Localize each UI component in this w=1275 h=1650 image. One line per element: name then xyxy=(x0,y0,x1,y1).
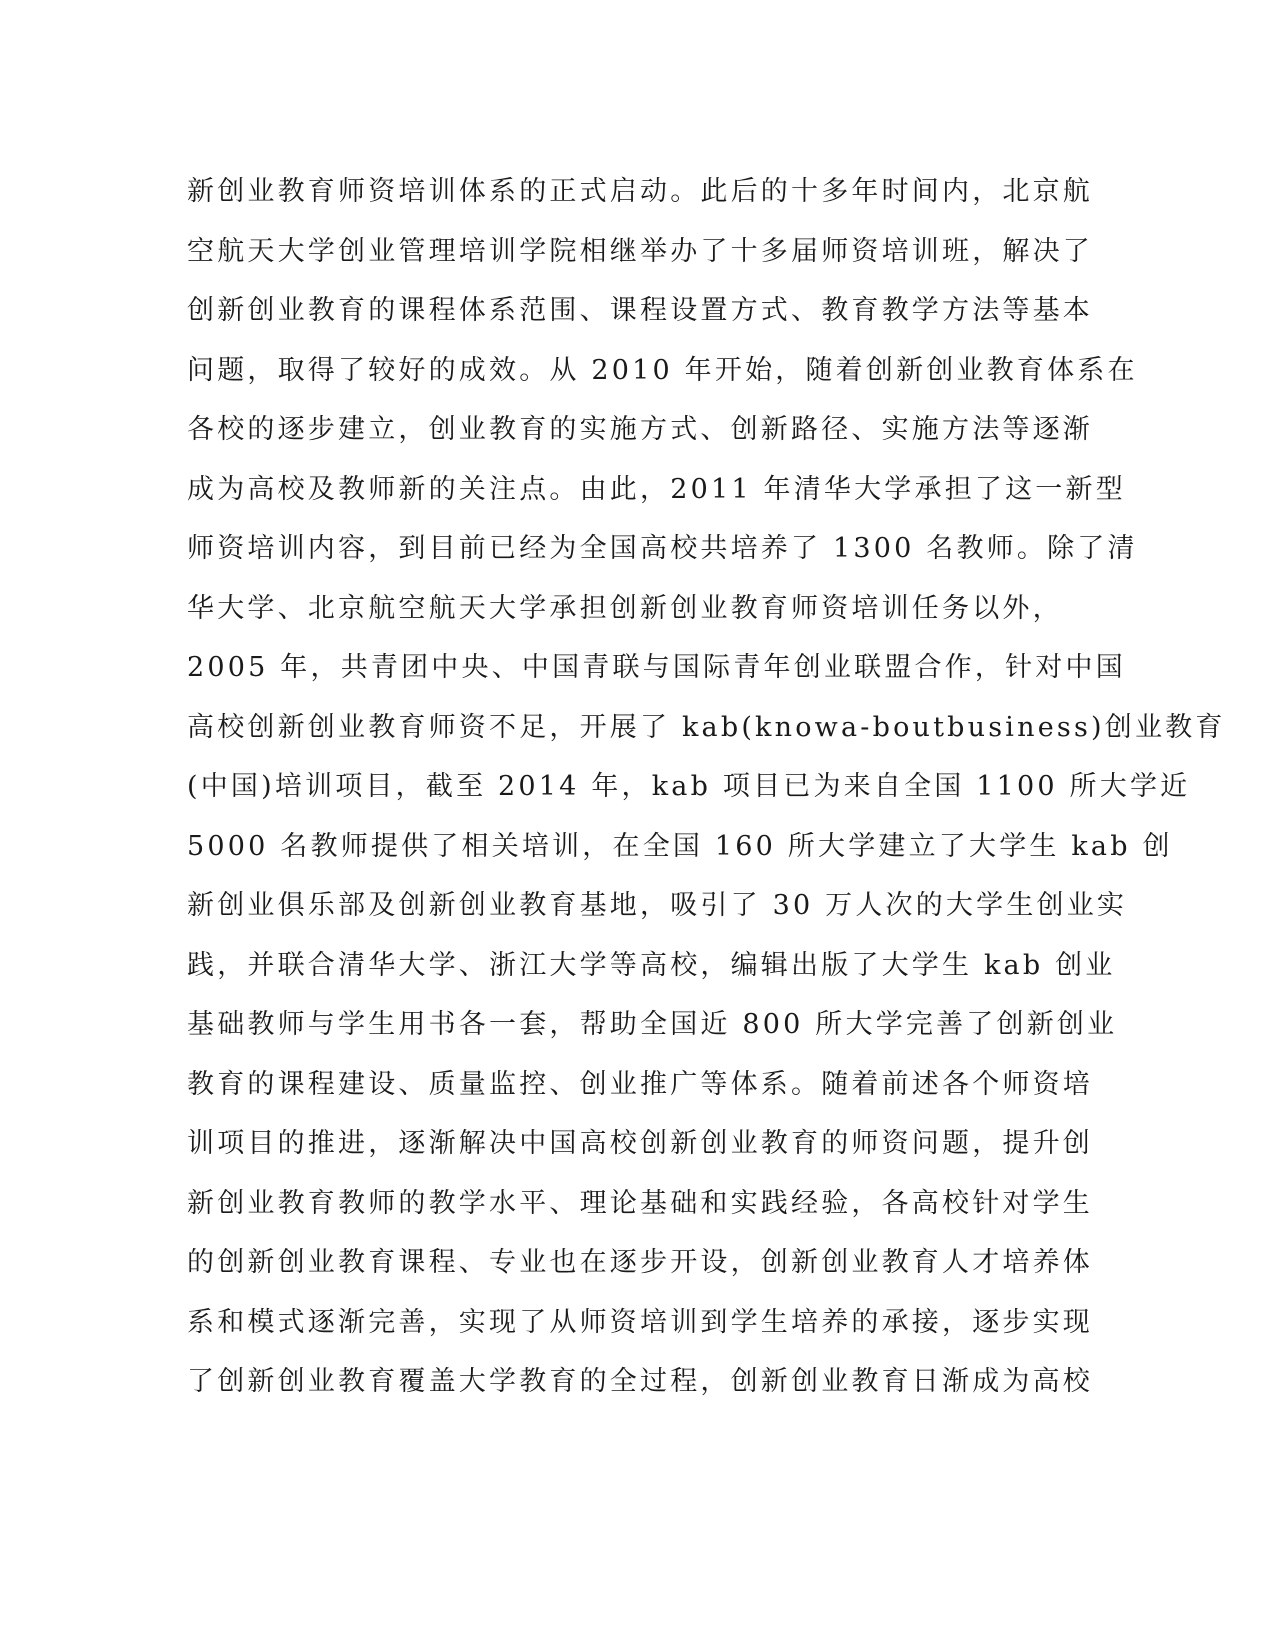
text-line-7: 师资培训内容，到目前已经为全国高校共培养了 1300 名教师。除了清 xyxy=(187,533,1138,564)
text-line-6: 成为高校及教师新的关注点。由此，2011 年清华大学承担了这一新型 xyxy=(187,473,1126,505)
text-line-21: 了创新创业教育覆盖大学教育的全过程，创新创业教育日渐成为高校 xyxy=(187,1366,1093,1397)
text-line-12: 5000 名教师提供了相关培训，在全国 160 所大学建立了大学生 kab 创 xyxy=(187,830,1173,862)
text-line-5: 各校的逐步建立，创业教育的实施方式、创新路径、实施方法等逐渐 xyxy=(187,414,1093,445)
text-line-10: 高校创新创业教育师资不足，开展了 kab(knowa-boutbusiness)创业教育 xyxy=(187,711,1226,743)
text-line-20: 系和模式逐渐完善，实现了从师资培训到学生培养的承接，逐步实现 xyxy=(187,1306,1093,1338)
text-line-2: 空航天大学创业管理培训学院相继举办了十多届师资培训班，解决了 xyxy=(187,235,1093,267)
body-paragraph xyxy=(187,162,1226,1412)
text-line-3: 创新创业教育的课程体系范围、课程设置方式、教育教学方法等基本 xyxy=(187,295,1093,326)
text-line-16: 教育的课程建设、质量监控、创业推广等体系。随着前述各个师资培 xyxy=(187,1068,1093,1100)
text-line-11: (中国)培训项目，截至 2014 年，kab 项目已为来自全国 1100 所大学近 xyxy=(187,771,1191,802)
text-line-17: 训项目的推进，逐渐解决中国高校创新创业教育的师资问题，提升创 xyxy=(187,1128,1093,1159)
text-line-15: 基础教师与学生用书各一套，帮助全国近 800 所大学完善了创新创业 xyxy=(187,1009,1118,1040)
text-line-14: 践，并联合清华大学、浙江大学等高校，编辑出版了大学生 kab 创业 xyxy=(187,949,1116,981)
text-line-1: 新创业教育师资培训体系的正式启动。此后的十多年时间内，北京航 xyxy=(187,176,1093,207)
text-line-9: 2005 年，共青团中央、中国青联与国际青年创业联盟合作，针对中国 xyxy=(187,652,1126,683)
text-line-13: 新创业俱乐部及创新创业教育基地，吸引了 30 万人次的大学生创业实 xyxy=(187,890,1128,921)
text-line-19: 的创新创业教育课程、专业也在逐步开设，创新创业教育人才培养体 xyxy=(187,1247,1093,1278)
text-line-4: 问题，取得了较好的成效。从 2010 年开始，随着创新创业教育体系在 xyxy=(187,354,1138,386)
text-line-18: 新创业教育教师的教学水平、理论基础和实践经验，各高校针对学生 xyxy=(187,1187,1093,1219)
text-line-8: 华大学、北京航空航天大学承担创新创业教育师资培训任务以外， xyxy=(187,592,1063,624)
